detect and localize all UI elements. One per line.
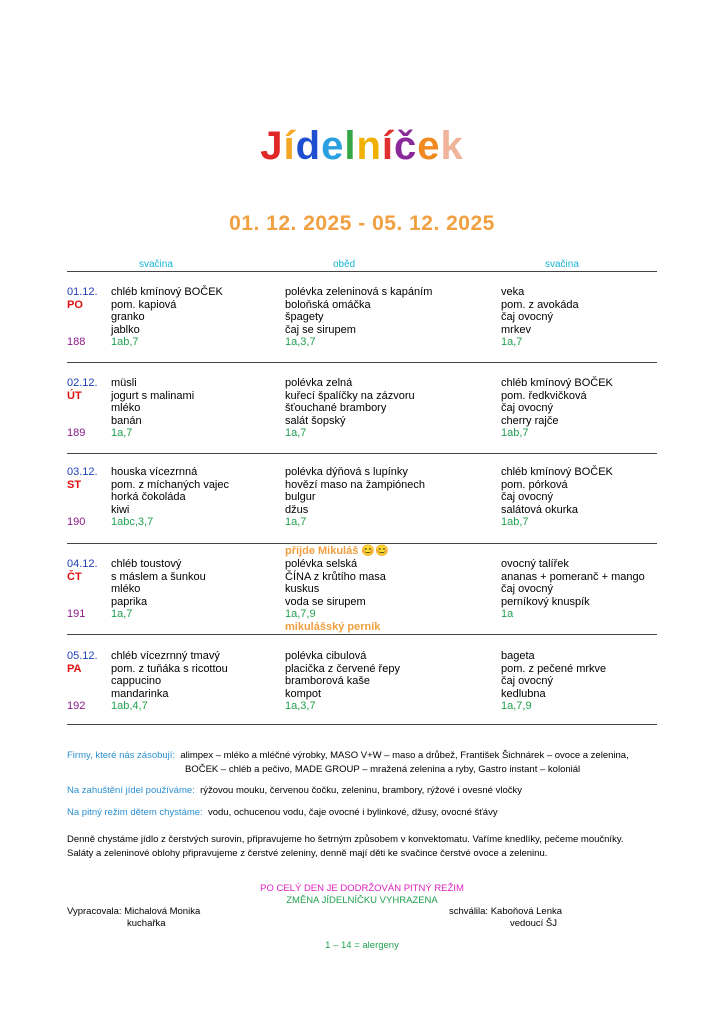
approved-by: schválila: Kaboňová Lenka [449, 906, 563, 917]
lunch-item: polévka selská [285, 558, 358, 570]
snack-morning-item: jogurt s malinami [111, 389, 195, 402]
lunch-item: špagety [285, 311, 324, 324]
approved-role: vedoucí ŠJ [510, 918, 557, 929]
snack-afternoon-item: pom. pórková [501, 478, 568, 491]
snack-morning-item: mandarinka [111, 687, 169, 700]
snack-morning-item: pom. z tuňáka s ricottou [111, 662, 228, 675]
day-portion-number: 190 [67, 516, 86, 529]
lunch-item: salát šopský [285, 414, 346, 427]
day-date: 02.12. [67, 377, 98, 389]
snack-morning-item: cappucino [111, 675, 162, 688]
day-separator-rule [67, 724, 657, 725]
snack-morning-item: chléb kmínový BOČEK [111, 286, 223, 298]
allergens-note: 1 – 14 = alergeny [325, 940, 399, 951]
snack-morning-item: pom. z míchaných vajec [111, 478, 229, 491]
suppliers-line-2: BOČEK – chléb a pečivo, MADE GROUP – mražená zelenina a ryby, Gastro instant – koloniál [185, 763, 581, 775]
snack-afternoon-item: cherry rajče [501, 414, 559, 427]
title-letter: í [283, 124, 296, 168]
snack-afternoon-item: pom. z avokáda [501, 298, 579, 311]
lunch-item: čaj se sirupem [285, 323, 356, 336]
drink-regime-notice: PO CELÝ DEN JE DODRŽOVÁN PITNÝ REŽIM [260, 883, 464, 894]
snack-morning-item: jablko [111, 323, 140, 336]
day-date: 03.12. [67, 466, 98, 478]
lunch-item: džus [285, 503, 309, 516]
snack-afternoon-item: čaj ovocný [501, 675, 553, 688]
lunch-item: polévka zelná [285, 377, 353, 389]
day-portion-number: 191 [67, 608, 86, 621]
day-name: PO [67, 298, 83, 311]
lunch-allergens: 1a,7,9 [285, 608, 316, 621]
daily-line-2: Saláty a zeleninové oblohy připravujeme z čerstvé zeleniny, denně mají děti ke svačince čerstvé ovoce a zeleninu. [67, 847, 548, 859]
prepared-role: kuchařka [127, 918, 166, 929]
thicken-text: rýžovou mouku, červenou čočku, zeleninu, brambory, rýžové i ovesné vločky [200, 785, 522, 796]
lunch-item: polévka cibulová [285, 650, 367, 662]
title-letter: J [260, 124, 284, 168]
title-letter: e [417, 124, 441, 168]
lunch-item: polévka zeleninová s kapáním [285, 286, 433, 298]
snack-morning-allergens: 1a,7 [111, 427, 133, 440]
day-separator-rule [67, 453, 657, 454]
suppliers-label: Firmy, které nás zásobují: [67, 750, 176, 761]
header-snack-afternoon: svačina [545, 259, 579, 270]
snack-afternoon-item: čaj ovocný [501, 311, 553, 324]
title-letter: n [356, 124, 382, 168]
title-letter: l [344, 124, 357, 168]
day-portion-number: 188 [67, 336, 86, 349]
day-separator-rule [67, 634, 657, 635]
lunch-item: ČÍNA z krůtího masa [285, 570, 386, 583]
snack-morning-item: mléko [111, 583, 141, 596]
snack-morning-item: paprika [111, 595, 148, 608]
snack-afternoon-item: čaj ovocný [501, 583, 553, 596]
snack-afternoon-allergens: 1a,7,9 [501, 700, 532, 713]
thicken-info [67, 784, 522, 798]
snack-afternoon-item: kedlubna [501, 687, 546, 700]
day-portion-number: 189 [67, 427, 86, 440]
change-notice: ZMĚNA JÍDELNÍČKU VYHRAZENA [286, 895, 438, 906]
snack-afternoon-item: čaj ovocný [501, 491, 553, 504]
snack-afternoon-allergens: 1ab,7 [501, 516, 529, 529]
drink-info [67, 806, 498, 820]
day-name: ČT [67, 570, 82, 583]
lunch-allergens: 1a,7 [285, 516, 307, 529]
page-title [0, 124, 724, 169]
title-letter: č [394, 124, 418, 168]
lunch-item: kompot [285, 687, 322, 700]
lunch-allergens: 1a,3,7 [285, 700, 316, 713]
snack-afternoon-allergens: 1a [501, 608, 514, 621]
snack-morning-item: chléb toustový [111, 558, 182, 570]
snack-morning-item: müsli [111, 377, 137, 389]
day-date: 05.12. [67, 650, 98, 662]
lunch-item: bulgur [285, 491, 316, 504]
day-name: PA [67, 662, 82, 675]
day-separator-rule [67, 362, 657, 363]
lunch-allergens: 1a,7 [285, 427, 307, 440]
snack-afternoon-item: salátová okurka [501, 503, 579, 516]
snack-afternoon-item: ovocný talířek [501, 558, 569, 570]
title-letter: e [321, 124, 345, 168]
snack-afternoon-item: čaj ovocný [501, 402, 553, 415]
snack-afternoon-allergens: 1ab,7 [501, 427, 529, 440]
header-lunch: oběd [333, 259, 356, 270]
snack-morning-item: banán [111, 414, 142, 427]
snack-morning-item: chléb vícezrnný tmavý [111, 650, 220, 662]
snack-morning-item: horká čokoláda [111, 491, 186, 504]
lunch-allergens: 1a,3,7 [285, 336, 316, 349]
day-date: 01.12. [67, 286, 98, 298]
lunch-item: hovězí maso na žampiónech [285, 478, 426, 491]
day-separator-rule [67, 543, 657, 544]
header-snack-morning: svačina [139, 259, 173, 270]
day-date: 04.12. [67, 558, 98, 570]
lunch-note-bottom: mikulášský perník [285, 621, 381, 633]
date-range: 01. 12. 2025 - 05. 12. 2025 [229, 212, 495, 235]
snack-afternoon-allergens: 1a,7 [501, 336, 523, 349]
daily-info [67, 833, 624, 860]
snack-morning-item: houska vícezrnná [111, 466, 198, 478]
lunch-item: šťouchané brambory [285, 402, 387, 415]
snack-afternoon-item: veka [501, 286, 525, 298]
table-header-rule [67, 271, 657, 272]
snack-afternoon-item: bageta [501, 650, 535, 662]
lunch-item: polévka dýňová s lupínky [285, 466, 408, 478]
snack-afternoon-item: perníkový knuspík [501, 595, 590, 608]
thicken-label: Na zahuštění jídel používáme: [67, 785, 195, 796]
snack-morning-item: kiwi [111, 503, 130, 516]
lunch-item: placička z červené řepy [285, 662, 400, 675]
title-letter: d [295, 124, 322, 168]
drink-label: Na pitný režim dětem chystáme: [67, 807, 203, 818]
title-letter: í [381, 124, 394, 168]
snack-afternoon-item: pom. z pečené mrkve [501, 662, 607, 675]
day-name: ST [67, 478, 82, 491]
snack-afternoon-item: ananas + pomeranč + mango [501, 570, 645, 583]
lunch-note-top: přijde Mikuláš 😊😊 [285, 545, 389, 558]
snack-morning-allergens: 1abc,3,7 [111, 516, 154, 529]
snack-morning-item: mléko [111, 402, 141, 415]
snack-morning-allergens: 1ab,4,7 [111, 700, 148, 713]
lunch-item: kuskus [285, 583, 320, 596]
snack-morning-item: pom. kapiová [111, 298, 177, 311]
day-portion-number: 192 [67, 700, 86, 713]
snack-morning-allergens: 1ab,7 [111, 336, 139, 349]
snack-afternoon-item: mrkev [501, 323, 531, 336]
day-name: ÚT [67, 389, 82, 402]
prepared-by: Vypracovala: Michalová Monika [67, 906, 201, 917]
lunch-item: boloňská omáčka [285, 298, 371, 311]
snack-morning-item: granko [111, 311, 145, 324]
snack-afternoon-item: pom. ředkvičková [501, 389, 587, 402]
lunch-item: voda se sirupem [285, 595, 366, 608]
suppliers-line-1: alimpex – mléko a mléčné výrobky, MASO V+W – maso a drůbež, František Šichnárek – ovoce a zelenina, [180, 750, 629, 761]
drink-text: vodu, ochucenou vodu, čaje ovocné i bylinkové, džusy, ovocné šťávy [207, 807, 498, 818]
daily-line-1: Denně chystáme jídlo z čerstvých surovin, připravujeme ho šetrným způsobem v konvektomatu. Vaříme knedlíky, pečeme moučníky. [67, 834, 624, 845]
snack-morning-item: s máslem a šunkou [111, 570, 206, 583]
title-letter: k [440, 124, 464, 168]
snack-afternoon-item: chléb kmínový BOČEK [501, 377, 613, 389]
lunch-item: kuřecí špalíčky na zázvoru [285, 389, 415, 402]
snack-morning-allergens: 1a,7 [111, 608, 133, 621]
snack-afternoon-item: chléb kmínový BOČEK [501, 466, 613, 478]
lunch-item: bramborová kaše [285, 675, 370, 688]
suppliers-info [67, 749, 629, 776]
